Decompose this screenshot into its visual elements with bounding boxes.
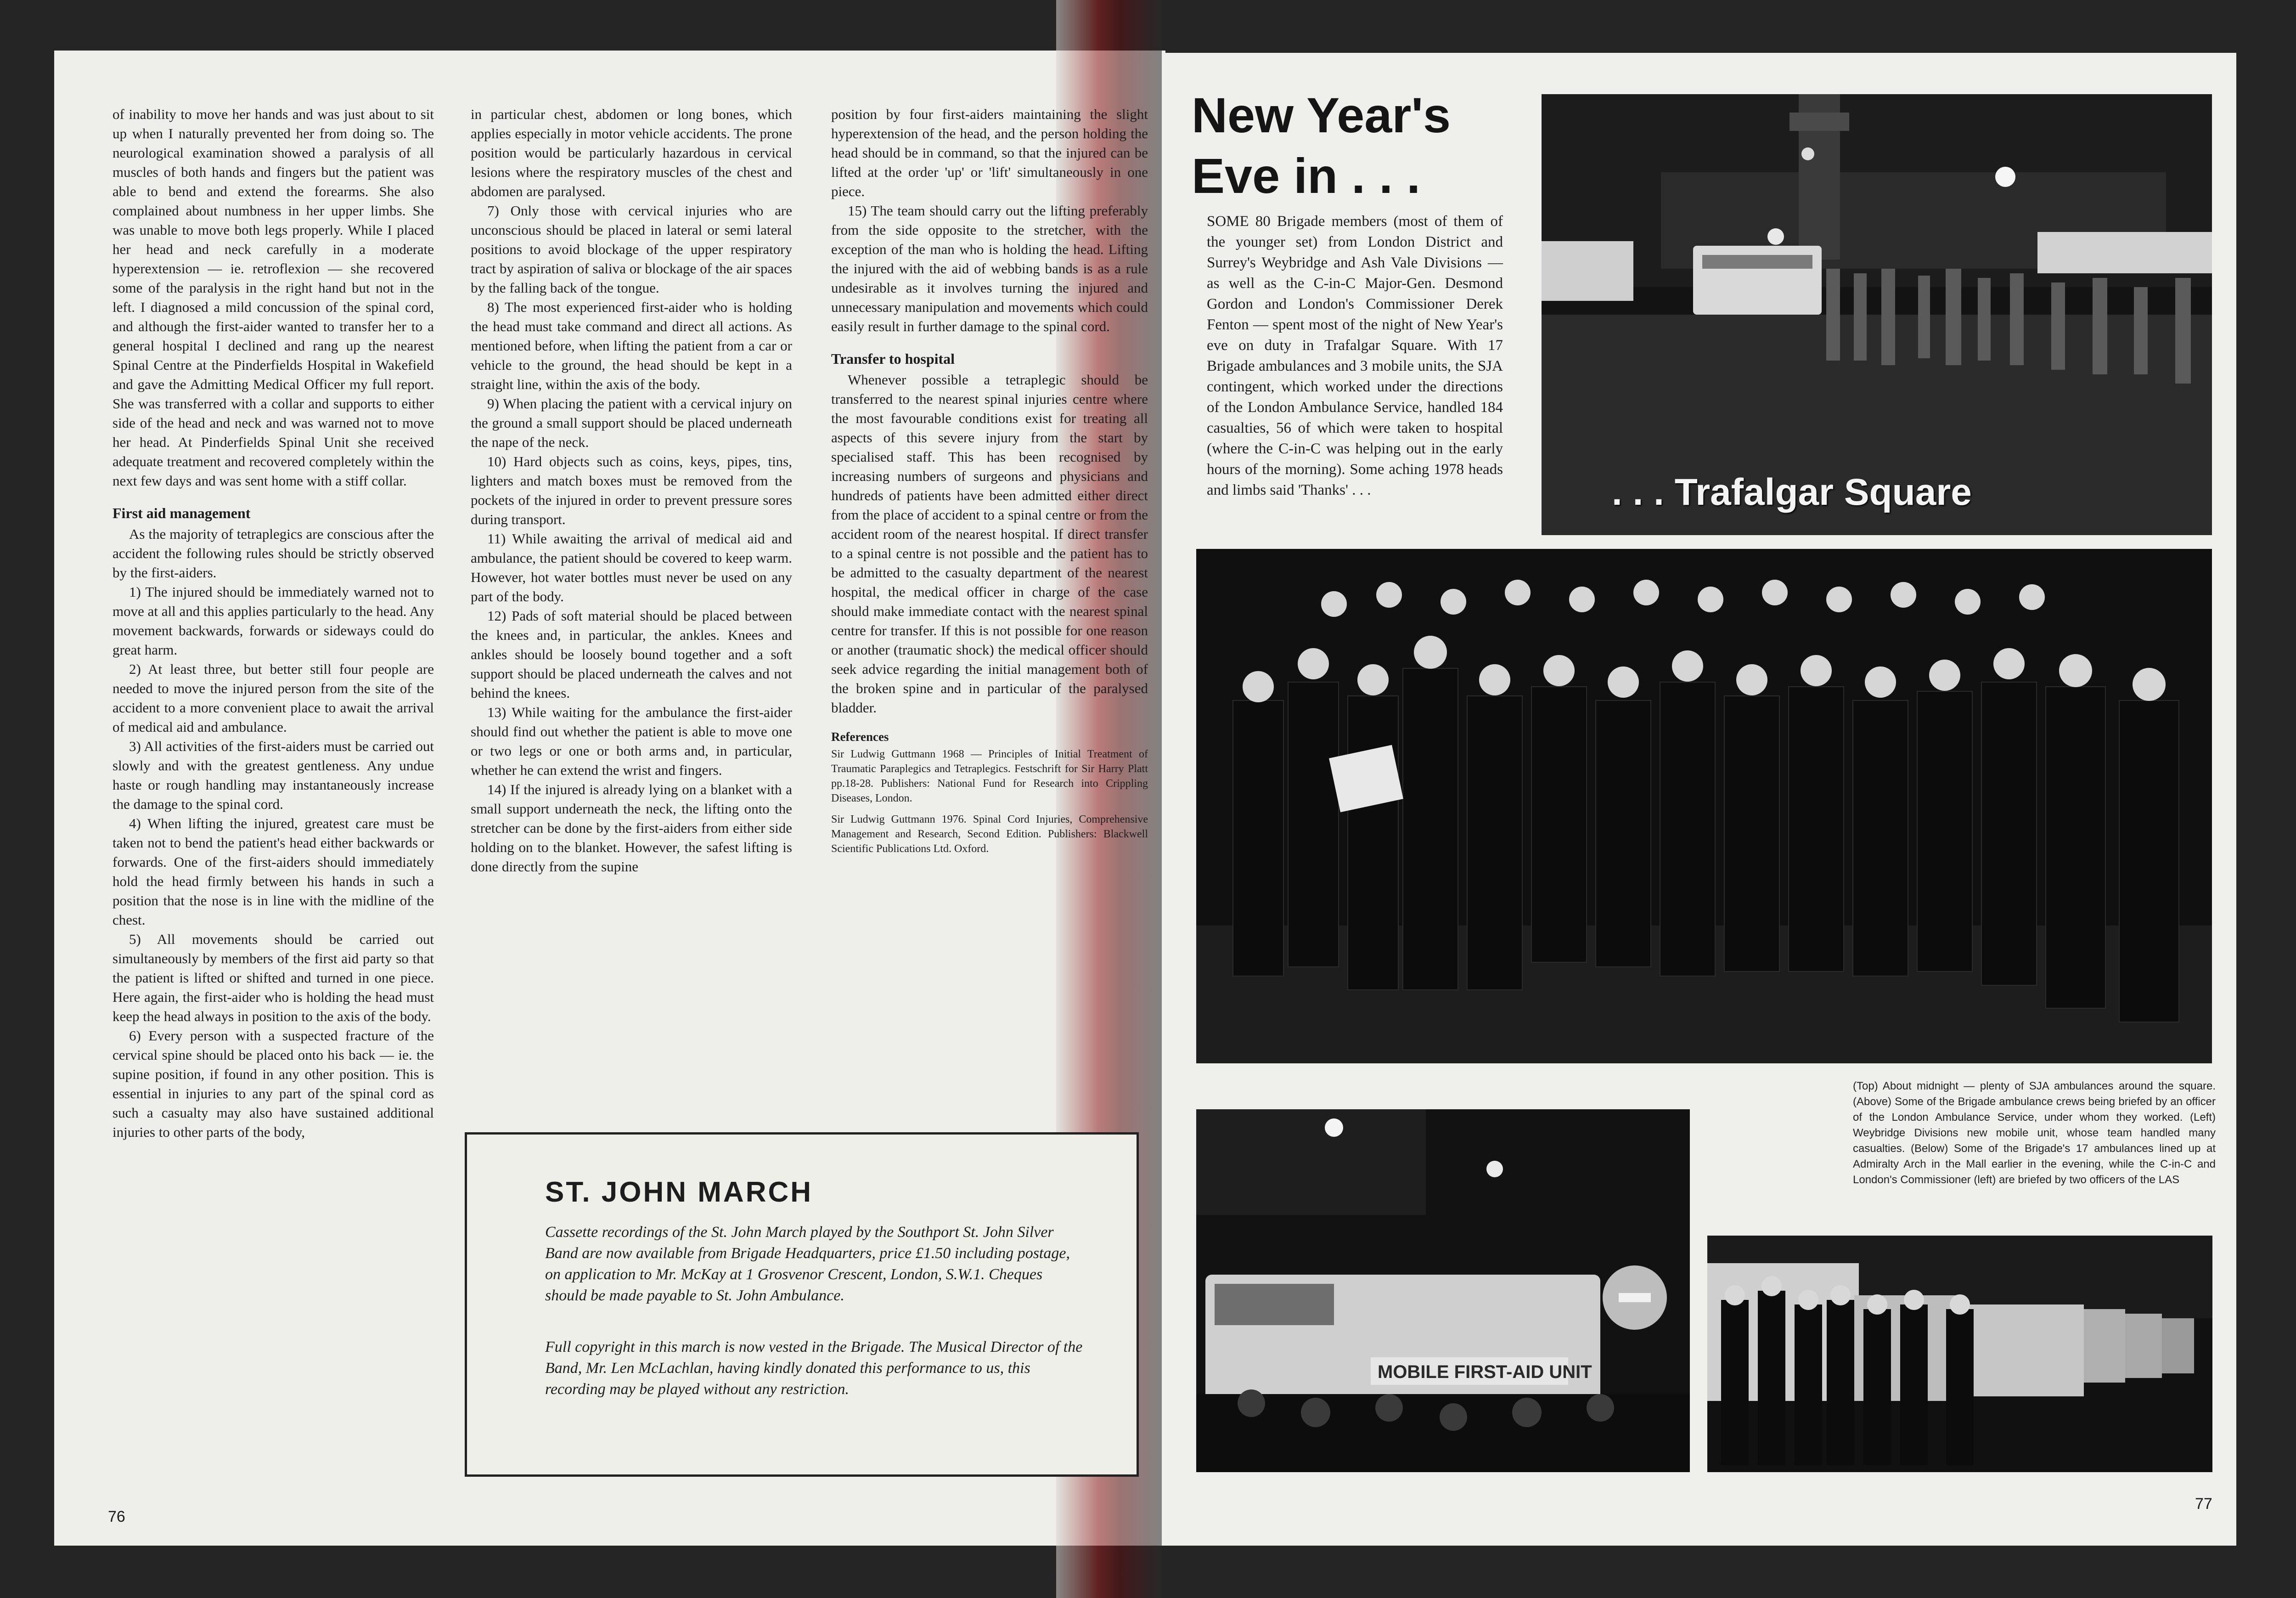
article-column-2 [471,105,792,876]
paragraph: in particular chest, abdomen or long bones, which applies especially in motor vehicle accidents. The prone position would be particularly hazardous in cervical lesions where the respiratory muscles of the chest and abdomen are paralysed. [471,106,792,199]
section-heading: Transfer to hospital [831,350,955,367]
reference-item: Sir Ludwig Guttmann 1976. Spinal Cord Injuries, Comprehensive Management and Research, Second Edition. Publishers: Blackwell Scientific Publications Ltd. Oxford. [831,813,1148,855]
paragraph: 14) If the injured is already lying on a blanket with a small support underneath the neck, the lifting onto the stretcher can be done by the first-aiders from either side holding on to the blanket. However, the safest lifting is done directly from the supine [471,781,792,875]
paragraph: of inability to move her hands and was just about to sit up when I naturally prevented her from doing so. The neurological examination showed a paralysis of all muscles of both hands and fingers but the patient was able to bend and extend the forearms. She also complained about numbness in her upper limbs. She was unable to move both legs properly. While I placed her head and neck carefully in a moderate hyperextension — ie. retroflexion — she recovered some of the paralysis in the right hand but not in the left. I diagnosed a mild concussion of the spinal cord, and although the first-aider wanted to transfer her to a general hospital I declined and rang up the nearest Spinal Centre at the Pinderfields Hospital in Wakefield and gave the Admitting Medical Officer my full report. She was transferred with a collar and supports to either side of the head and neck and was warned not to move her head. At Pinderfields Spinal Unit she received adequate treatment and recovered completely within the next few days and was sent home with a stiff collar. [113,106,434,489]
paragraph: Whenever possible a tetraplegic should be transferred to the nearest spinal injuries centre where the most favourable conditions exist for treating all aspects of this severe injury from the start by specialised staff. This has been recognised by increasing numbers of surgeons and physicians and hundreds of patients have been admitted either direct from the place of accident to a spinal centre or from the accident room of the nearest hospital. If direct transfer to a spinal centre is not possible and the patient has to be admitted to the casualty department of the nearest hospital, the medical officer in charge of the case should make immediate contact with the nearest spinal centre for transfer. If this is not possible for one reason or another (traumatic shock) the medical officer should seek advice regarding the initial management both of the broken spine and in particular of the paralysed bladder. [831,372,1148,716]
march-title: ST. JOHN MARCH [545,1176,813,1208]
paragraph: 1) The injured should be immediately warned not to move at all and this applies particularly to the head. Any movement backwards, forwards or sideways could do great harm. [113,584,434,658]
paragraph: 9) When placing the patient with a cervical injury on the ground a small support should be placed underneath the nape of the neck. [471,395,792,450]
paragraph: 4) When lifting the injured, greatest care must be taken not to bend the patient's head either backwards or forwards. One of the first-aiders should immediately hold the head firmly between his hands in such a position that the nose is in line with the midline of the chest. [113,815,434,928]
reference-item: Sir Ludwig Guttmann 1968 — Principles of Initial Treatment of Traumatic Paraplegics and Tetraplegics. Festschrift for Sir Harry Platt pp.18-28. Publishers: National Fund for Research into Crippling Diseases, London. [831,748,1148,804]
photo-crews-briefing [1196,549,2212,1063]
headline [1192,85,1513,206]
paragraph: 15) The team should carry out the lifting preferably from the side opposite to the stretcher, with the exception of the man who is holding the head. Lifting the injured with the aid of webbing bands is as a rule undesirable as it involves turning the injured and unnecessary manipulation and movements which could easily result in further damage to the spinal cord. [831,203,1148,334]
headline-line: New Year's [1192,87,1451,143]
march-paragraph: Cassette recordings of the St. John March played by the Southport St. John Silver Band are now available from Brigade Headquarters, price £1.50 including postage, on application to Mr. McKay at 1 Grosvenor Crescent, London, S.W.1. Cheques should be made payable to St. John Ambulance. [545,1224,1070,1304]
paragraph: position by four first-aiders maintaining the slight hyperextension of the head, and the person holding the head should be in command, so that the injured can be lifted at the order 'up' or 'lift' simultaneously in one piece. [831,106,1148,199]
paragraph: 6) Every person with a suspected fracture of the cervical spine should be placed onto his back — ie. the supine position, if found in any other position. This is essential in injuries to any part of the spinal cord as such a casualty may also have sustained additional injuries to other parts of the body, [113,1028,434,1140]
paragraph: 12) Pads of soft material should be placed between the knees and, in particular, the ankles. Knees and ankles should be loosely bound together and a soft support should be placed underneath the calves and not behind the knees. [471,608,792,701]
article-column-1 [113,105,434,1142]
page-number-left: 76 [108,1508,125,1525]
paragraph: 11) While awaiting the arrival of medical aid and ambulance, the patient should be covered to keep warm. However, hot water bottles must never be used on any part of the body. [471,531,792,604]
march-paragraph: Full copyright in this march is now vested in the Brigade. The Musical Director of the Band, Mr. Len McLachlan, having kindly donated this performance to us, this recording may be played without any restriction. [545,1338,1083,1398]
photo-caption: (Top) About midnight — plenty of SJA ambulances around the square. (Above) Some of the Brigade ambulance crews being briefed by an officer of the London Ambulance Service, under whom they worked. (Left) Weybridge Divisions new mobile unit, whose team handled many casualties. (Below) Some of the Brigade's 17 ambulances lined up at Admiralty Arch in the Mall earlier in the evening, while the C-in-C and London's Commissioner (left) are briefed by two officers of the LAS [1853,1080,2216,1186]
photo-title-trafalgar-square: . . . Trafalgar Square [1612,471,1972,513]
intro-paragraph: SOME 80 Brigade members (most of them of the younger set) from London District and Surrey's Weybridge and Ash Vale Divisions — as well as the C-in-C Major-Gen. Desmond Gordon and London's Commissioner Derek Fenton — spent most of the night of New Year's eve on duty in Trafalgar Square. With 17 Brigade ambulances and 3 mobile units, the SJA contingent, which worked under the directions of the London Ambulance Service, handled 184 casualties, 56 of which were taken to hospital (where the C-in-C was helping out in the early hours of the morning). Some aching 1978 heads and limbs said 'Thanks' . . . [1207,213,1503,498]
page-number-right: 77 [2195,1495,2212,1513]
st-john-march-box [465,1132,1139,1477]
photo-crews-briefing-image [1196,549,2212,1063]
vehicle-sign: MOBILE FIRST-AID UNIT [1378,1362,1592,1382]
paragraph: 13) While waiting for the ambulance the first-aider should find out whether the patient is able to move one or two legs or one or both arms and, in particular, whether he can extend the wrist and fingers. [471,704,792,778]
photo-trafalgar-square [1542,94,2212,535]
article-column-3 [831,105,1148,863]
paragraph: 8) The most experienced first-aider who is holding the head must take command and direct all actions. As mentioned before, when lifting the patient from a car or vehicle to the ground, the head should be kept in a straight line, within the axis of the body. [471,299,792,392]
section-heading: First aid management [113,505,251,521]
paragraph: 10) Hard objects such as coins, keys, pipes, tins, lighters and match boxes must be removed from the pockets of the injured in order to prevent pressure sores during transport. [471,453,792,527]
references-heading: References [831,730,889,744]
references [831,729,1148,856]
photo-ambulances-lined-up-image [1707,1236,2212,1472]
paragraph: As the majority of tetraplegics are conscious after the accident the following rules should be strictly observed by the first-aiders. [113,526,434,581]
paragraph: 5) All movements should be carried out simultaneously by members of the first aid party so that the patient is lifted or shifted and turned in one piece. Here again, the first-aider who is holding the head must keep the head always in position to the axis of the body. [113,931,434,1024]
photo-mobile-unit [1196,1109,1690,1472]
photo-ambulances-lined-up [1707,1236,2212,1472]
photo-mobile-unit-image [1196,1109,1690,1472]
paragraph: 7) Only those with cervical injuries who are unconscious should be placed in lateral or semi lateral positions to avoid blockage of the upper respiratory tract by aspiration of saliva or blockage of the air spaces by the falling back of the tongue. [471,203,792,296]
paragraph: 3) All activities of the first-aiders must be carried out slowly and with the greatest gentleness. Any undue haste or rough handling may instantaneously increase the damage to the spinal cord. [113,738,434,812]
paragraph: 2) At least three, but better still four people are needed to move the injured person from the site of the accident to a more convenient place to await the arrival of medical aid and ambulance. [113,661,434,735]
headline-line: Eve in . . . [1192,148,1421,203]
photo-trafalgar-square-image [1542,94,2212,535]
